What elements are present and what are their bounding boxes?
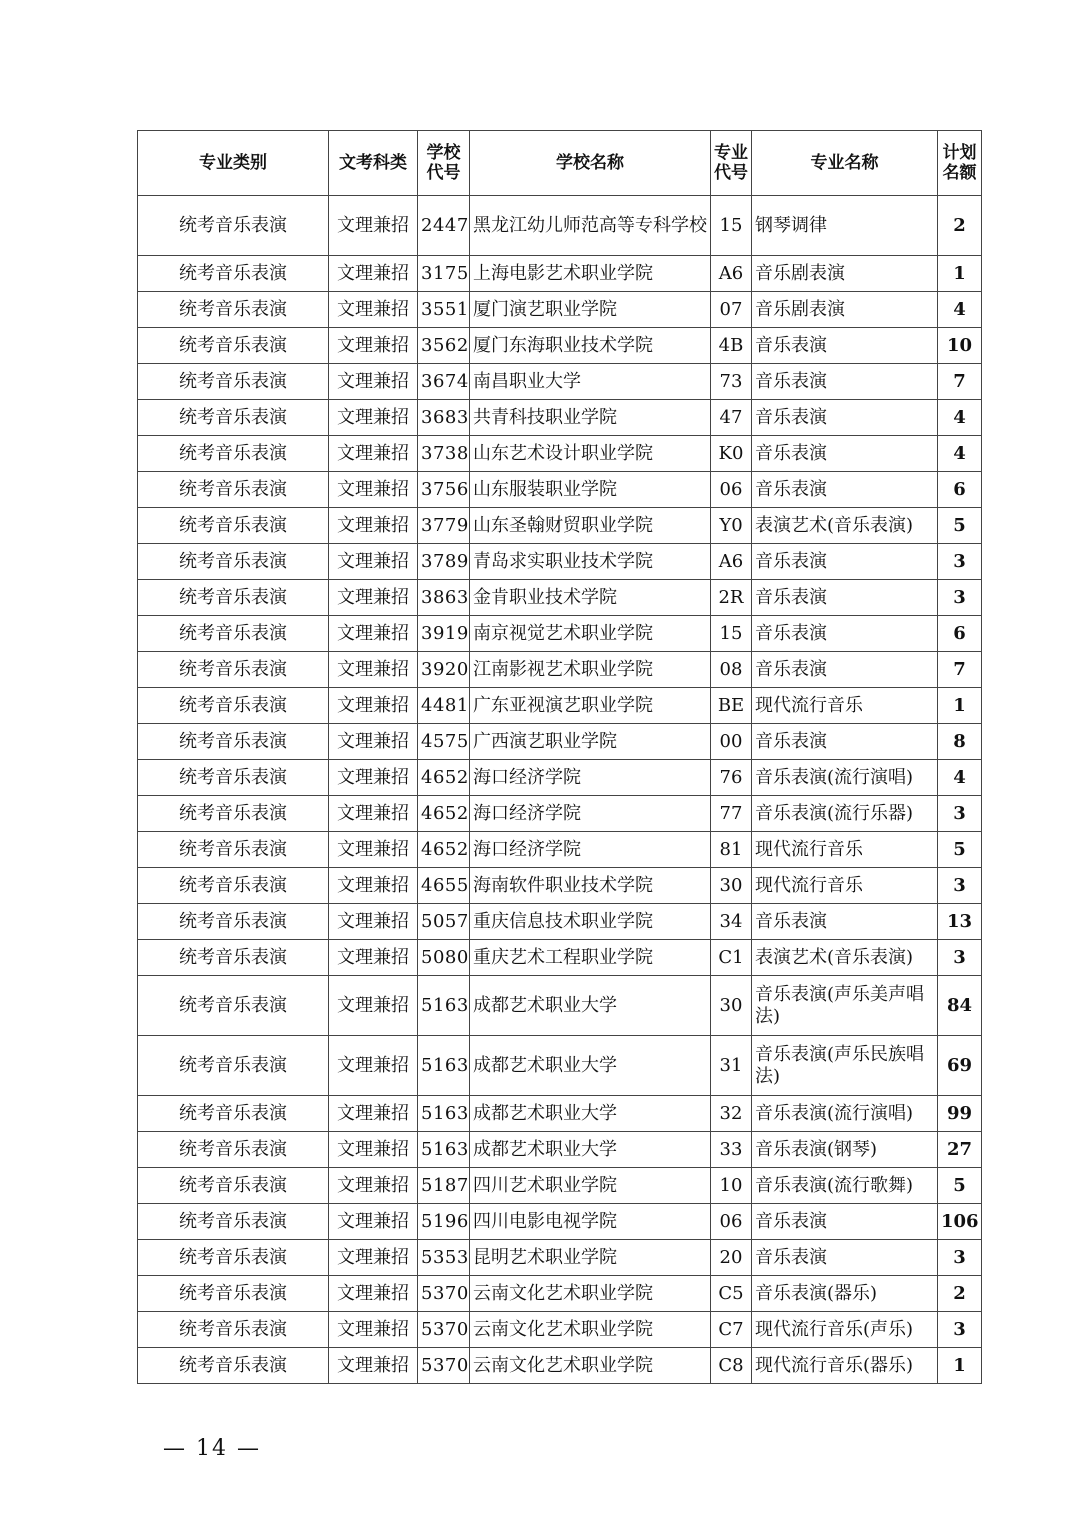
cell-school-code: 5370: [418, 1312, 470, 1348]
cell-major-code: 34: [711, 904, 752, 940]
cell-subject-type: 文理兼招: [329, 1096, 418, 1132]
cell-major-code: K0: [711, 436, 752, 472]
cell-school-code: 3789: [418, 544, 470, 580]
cell-quota: 3: [938, 544, 982, 580]
cell-quota: 3: [938, 580, 982, 616]
cell-category: 统考音乐表演: [138, 1312, 329, 1348]
cell-quota: 7: [938, 652, 982, 688]
cell-major-name: 音乐表演(流行歌舞): [752, 1168, 938, 1204]
table-row: [138, 256, 982, 292]
cell-school-code: 3551: [418, 292, 470, 328]
cell-school-code: 2447: [418, 196, 470, 256]
cell-school-code: 5057: [418, 904, 470, 940]
cell-major-name: 钢琴调律: [752, 196, 938, 256]
cell-quota: 3: [938, 868, 982, 904]
cell-major-code: 33: [711, 1132, 752, 1168]
cell-subject-type: 文理兼招: [329, 616, 418, 652]
cell-category: 统考音乐表演: [138, 400, 329, 436]
cell-school-name: 山东服装职业学院: [470, 472, 711, 508]
cell-major-name: 表演艺术(音乐表演): [752, 940, 938, 976]
cell-school-code: 5187: [418, 1168, 470, 1204]
cell-major-name: 现代流行音乐: [752, 688, 938, 724]
cell-school-code: 3919: [418, 616, 470, 652]
cell-major-code: 73: [711, 364, 752, 400]
cell-school-name: 山东圣翰财贸职业学院: [470, 508, 711, 544]
cell-category: 统考音乐表演: [138, 256, 329, 292]
cell-major-name: 音乐表演: [752, 904, 938, 940]
cell-major-code: 2R: [711, 580, 752, 616]
cell-subject-type: 文理兼招: [329, 1240, 418, 1276]
cell-school-name: 云南文化艺术职业学院: [470, 1312, 711, 1348]
cell-school-code: 3683: [418, 400, 470, 436]
cell-category: 统考音乐表演: [138, 1132, 329, 1168]
cell-quota: 3: [938, 1312, 982, 1348]
table-row: [138, 328, 982, 364]
cell-subject-type: 文理兼招: [329, 904, 418, 940]
cell-school-code: 4655: [418, 868, 470, 904]
table-row: [138, 976, 982, 1036]
cell-school-name: 云南文化艺术职业学院: [470, 1276, 711, 1312]
table-row: [138, 868, 982, 904]
cell-quota: 6: [938, 616, 982, 652]
cell-category: 统考音乐表演: [138, 1276, 329, 1312]
cell-major-code: 77: [711, 796, 752, 832]
cell-school-code: 4481: [418, 688, 470, 724]
cell-school-code: 5163: [418, 1132, 470, 1168]
cell-school-code: 5163: [418, 1036, 470, 1096]
cell-school-name: 海南软件职业技术学院: [470, 868, 711, 904]
cell-school-code: 5353: [418, 1240, 470, 1276]
table-row: [138, 400, 982, 436]
cell-quota: 3: [938, 796, 982, 832]
cell-quota: 4: [938, 400, 982, 436]
header-subject-type: 文考科类: [329, 131, 418, 196]
cell-major-name: 现代流行音乐(声乐): [752, 1312, 938, 1348]
cell-quota: 1: [938, 688, 982, 724]
cell-category: 统考音乐表演: [138, 652, 329, 688]
cell-major-code: 76: [711, 760, 752, 796]
cell-major-name: 音乐表演(流行演唱): [752, 760, 938, 796]
cell-school-code: 4575: [418, 724, 470, 760]
cell-category: 统考音乐表演: [138, 328, 329, 364]
cell-subject-type: 文理兼招: [329, 364, 418, 400]
cell-quota: 10: [938, 328, 982, 364]
cell-school-code: 3738: [418, 436, 470, 472]
cell-category: 统考音乐表演: [138, 868, 329, 904]
cell-category: 统考音乐表演: [138, 1036, 329, 1096]
cell-school-code: 3920: [418, 652, 470, 688]
cell-school-name: 四川电影电视学院: [470, 1204, 711, 1240]
cell-major-name: 现代流行音乐: [752, 868, 938, 904]
table-row: [138, 1276, 982, 1312]
table-row: [138, 688, 982, 724]
cell-subject-type: 文理兼招: [329, 292, 418, 328]
cell-major-code: A6: [711, 544, 752, 580]
cell-subject-type: 文理兼招: [329, 1168, 418, 1204]
cell-major-name: 现代流行音乐(器乐): [752, 1348, 938, 1384]
cell-subject-type: 文理兼招: [329, 1204, 418, 1240]
cell-subject-type: 文理兼招: [329, 1036, 418, 1096]
table-row: [138, 1132, 982, 1168]
header-school-name: 学校名称: [470, 131, 711, 196]
table-row: [138, 1168, 982, 1204]
cell-category: 统考音乐表演: [138, 832, 329, 868]
cell-major-name: 音乐表演: [752, 580, 938, 616]
cell-subject-type: 文理兼招: [329, 724, 418, 760]
cell-school-name: 青岛求实职业技术学院: [470, 544, 711, 580]
cell-quota: 3: [938, 1240, 982, 1276]
table-row: [138, 1348, 982, 1384]
cell-school-name: 广东亚视演艺职业学院: [470, 688, 711, 724]
cell-major-code: 31: [711, 1036, 752, 1096]
cell-quota: 5: [938, 1168, 982, 1204]
cell-quota: 2: [938, 1276, 982, 1312]
cell-major-name: 音乐表演: [752, 436, 938, 472]
cell-school-code: 3175: [418, 256, 470, 292]
cell-school-code: 4652: [418, 760, 470, 796]
header-quota: 计划 名额: [938, 131, 982, 196]
cell-major-code: 08: [711, 652, 752, 688]
cell-major-name: 音乐表演(声乐美声唱法): [752, 976, 938, 1036]
cell-quota: 5: [938, 832, 982, 868]
table-row: [138, 196, 982, 256]
cell-major-code: Y0: [711, 508, 752, 544]
cell-category: 统考音乐表演: [138, 508, 329, 544]
cell-school-code: 5163: [418, 976, 470, 1036]
cell-school-name: 重庆信息技术职业学院: [470, 904, 711, 940]
cell-category: 统考音乐表演: [138, 292, 329, 328]
cell-major-code: 15: [711, 616, 752, 652]
cell-major-code: 00: [711, 724, 752, 760]
header-major-name: 专业名称: [752, 131, 938, 196]
cell-school-name: 厦门东海职业技术学院: [470, 328, 711, 364]
cell-major-name: 音乐表演(流行演唱): [752, 1096, 938, 1132]
table-row: [138, 652, 982, 688]
cell-school-name: 成都艺术职业大学: [470, 1036, 711, 1096]
cell-major-name: 音乐表演(流行乐器): [752, 796, 938, 832]
cell-subject-type: 文理兼招: [329, 976, 418, 1036]
cell-quota: 6: [938, 472, 982, 508]
cell-subject-type: 文理兼招: [329, 508, 418, 544]
table-row: [138, 832, 982, 868]
cell-category: 统考音乐表演: [138, 544, 329, 580]
cell-major-name: 音乐表演: [752, 724, 938, 760]
cell-category: 统考音乐表演: [138, 364, 329, 400]
cell-quota: 8: [938, 724, 982, 760]
cell-school-name: 厦门演艺职业学院: [470, 292, 711, 328]
cell-subject-type: 文理兼招: [329, 544, 418, 580]
cell-school-name: 海口经济学院: [470, 796, 711, 832]
cell-subject-type: 文理兼招: [329, 328, 418, 364]
table-row: [138, 1312, 982, 1348]
cell-school-name: 共青科技职业学院: [470, 400, 711, 436]
cell-category: 统考音乐表演: [138, 196, 329, 256]
table-row: [138, 436, 982, 472]
cell-school-code: 3562: [418, 328, 470, 364]
cell-subject-type: 文理兼招: [329, 196, 418, 256]
cell-major-name: 音乐表演: [752, 1204, 938, 1240]
cell-school-name: 黑龙江幼儿师范高等专科学校: [470, 196, 711, 256]
cell-school-code: 4652: [418, 796, 470, 832]
cell-quota: 4: [938, 292, 982, 328]
cell-major-name: 音乐表演: [752, 328, 938, 364]
cell-school-name: 广西演艺职业学院: [470, 724, 711, 760]
header-school-code: 学校 代号: [418, 131, 470, 196]
cell-school-name: 成都艺术职业大学: [470, 1132, 711, 1168]
cell-school-code: 5196: [418, 1204, 470, 1240]
cell-school-code: 3779: [418, 508, 470, 544]
cell-major-name: 音乐表演: [752, 652, 938, 688]
cell-school-code: 3674: [418, 364, 470, 400]
cell-category: 统考音乐表演: [138, 1240, 329, 1276]
cell-major-name: 音乐表演: [752, 364, 938, 400]
cell-quota: 69: [938, 1036, 982, 1096]
header-major-code: 专业 代号: [711, 131, 752, 196]
table-row: [138, 1204, 982, 1240]
cell-subject-type: 文理兼招: [329, 256, 418, 292]
cell-major-name: 音乐表演(钢琴): [752, 1132, 938, 1168]
cell-quota: 4: [938, 436, 982, 472]
table-row: [138, 616, 982, 652]
cell-school-code: 5370: [418, 1348, 470, 1384]
cell-school-code: 5163: [418, 1096, 470, 1132]
cell-major-name: 音乐表演: [752, 472, 938, 508]
cell-category: 统考音乐表演: [138, 796, 329, 832]
cell-category: 统考音乐表演: [138, 436, 329, 472]
cell-major-code: C1: [711, 940, 752, 976]
cell-major-code: C7: [711, 1312, 752, 1348]
cell-subject-type: 文理兼招: [329, 436, 418, 472]
cell-school-name: 成都艺术职业大学: [470, 976, 711, 1036]
cell-major-name: 音乐表演: [752, 544, 938, 580]
cell-school-name: 江南影视艺术职业学院: [470, 652, 711, 688]
cell-major-code: 07: [711, 292, 752, 328]
cell-subject-type: 文理兼招: [329, 400, 418, 436]
cell-school-name: 山东艺术设计职业学院: [470, 436, 711, 472]
cell-school-name: 海口经济学院: [470, 760, 711, 796]
cell-major-code: 81: [711, 832, 752, 868]
cell-school-name: 金肯职业技术学院: [470, 580, 711, 616]
cell-category: 统考音乐表演: [138, 688, 329, 724]
cell-subject-type: 文理兼招: [329, 1132, 418, 1168]
cell-major-code: 4B: [711, 328, 752, 364]
table-row: [138, 472, 982, 508]
cell-category: 统考音乐表演: [138, 976, 329, 1036]
cell-quota: 5: [938, 508, 982, 544]
cell-subject-type: 文理兼招: [329, 472, 418, 508]
cell-major-name: 音乐表演: [752, 616, 938, 652]
cell-school-code: 5080: [418, 940, 470, 976]
table-row: [138, 544, 982, 580]
cell-category: 统考音乐表演: [138, 1168, 329, 1204]
table-row: [138, 580, 982, 616]
cell-subject-type: 文理兼招: [329, 1312, 418, 1348]
cell-major-code: 30: [711, 868, 752, 904]
table-row: [138, 904, 982, 940]
cell-major-code: 30: [711, 976, 752, 1036]
cell-major-code: 06: [711, 472, 752, 508]
cell-subject-type: 文理兼招: [329, 760, 418, 796]
cell-subject-type: 文理兼招: [329, 1348, 418, 1384]
cell-school-code: 5370: [418, 1276, 470, 1312]
cell-category: 统考音乐表演: [138, 1204, 329, 1240]
enrollment-plan-table: [137, 130, 982, 1384]
table-row: [138, 1096, 982, 1132]
cell-school-name: 南昌职业大学: [470, 364, 711, 400]
cell-school-code: 3863: [418, 580, 470, 616]
table-header: [138, 131, 982, 196]
table-row: [138, 1036, 982, 1096]
cell-subject-type: 文理兼招: [329, 796, 418, 832]
cell-major-code: 15: [711, 196, 752, 256]
cell-school-name: 四川艺术职业学院: [470, 1168, 711, 1204]
cell-school-code: 3756: [418, 472, 470, 508]
cell-major-code: 32: [711, 1096, 752, 1132]
cell-category: 统考音乐表演: [138, 1348, 329, 1384]
table-row: [138, 364, 982, 400]
cell-major-code: A6: [711, 256, 752, 292]
table-row: [138, 1240, 982, 1276]
cell-category: 统考音乐表演: [138, 904, 329, 940]
cell-major-code: C5: [711, 1276, 752, 1312]
cell-school-name: 云南文化艺术职业学院: [470, 1348, 711, 1384]
table-row: [138, 760, 982, 796]
cell-category: 统考音乐表演: [138, 724, 329, 760]
cell-major-code: 47: [711, 400, 752, 436]
cell-school-name: 上海电影艺术职业学院: [470, 256, 711, 292]
cell-major-code: 20: [711, 1240, 752, 1276]
table-body: [138, 196, 982, 1384]
cell-major-name: 音乐表演: [752, 1240, 938, 1276]
cell-quota: 2: [938, 196, 982, 256]
header-category: 专业类别: [138, 131, 329, 196]
cell-category: 统考音乐表演: [138, 472, 329, 508]
cell-school-name: 南京视觉艺术职业学院: [470, 616, 711, 652]
cell-subject-type: 文理兼招: [329, 868, 418, 904]
cell-school-code: 4652: [418, 832, 470, 868]
cell-category: 统考音乐表演: [138, 1096, 329, 1132]
cell-category: 统考音乐表演: [138, 580, 329, 616]
cell-major-name: 音乐表演(器乐): [752, 1276, 938, 1312]
table-row: [138, 508, 982, 544]
cell-quota: 1: [938, 256, 982, 292]
cell-subject-type: 文理兼招: [329, 832, 418, 868]
cell-category: 统考音乐表演: [138, 760, 329, 796]
cell-quota: 106: [938, 1204, 982, 1240]
cell-major-name: 表演艺术(音乐表演): [752, 508, 938, 544]
page-number: — 14 —: [163, 1436, 261, 1461]
cell-subject-type: 文理兼招: [329, 940, 418, 976]
table-row: [138, 724, 982, 760]
cell-major-code: 06: [711, 1204, 752, 1240]
cell-subject-type: 文理兼招: [329, 1276, 418, 1312]
cell-quota: 27: [938, 1132, 982, 1168]
cell-school-name: 成都艺术职业大学: [470, 1096, 711, 1132]
cell-school-name: 重庆艺术工程职业学院: [470, 940, 711, 976]
table-row: [138, 796, 982, 832]
table-row: [138, 292, 982, 328]
cell-subject-type: 文理兼招: [329, 580, 418, 616]
cell-school-name: 昆明艺术职业学院: [470, 1240, 711, 1276]
cell-quota: 3: [938, 940, 982, 976]
cell-major-name: 现代流行音乐: [752, 832, 938, 868]
cell-school-name: 海口经济学院: [470, 832, 711, 868]
table-row: [138, 940, 982, 976]
cell-quota: 1: [938, 1348, 982, 1384]
cell-major-name: 音乐剧表演: [752, 256, 938, 292]
cell-major-name: 音乐剧表演: [752, 292, 938, 328]
cell-major-name: 音乐表演: [752, 400, 938, 436]
cell-quota: 84: [938, 976, 982, 1036]
cell-major-code: 10: [711, 1168, 752, 1204]
cell-quota: 7: [938, 364, 982, 400]
cell-category: 统考音乐表演: [138, 940, 329, 976]
cell-major-code: C8: [711, 1348, 752, 1384]
cell-major-code: BE: [711, 688, 752, 724]
cell-major-name: 音乐表演(声乐民族唱法): [752, 1036, 938, 1096]
cell-subject-type: 文理兼招: [329, 652, 418, 688]
cell-quota: 99: [938, 1096, 982, 1132]
cell-quota: 4: [938, 760, 982, 796]
cell-category: 统考音乐表演: [138, 616, 329, 652]
cell-subject-type: 文理兼招: [329, 688, 418, 724]
cell-quota: 13: [938, 904, 982, 940]
